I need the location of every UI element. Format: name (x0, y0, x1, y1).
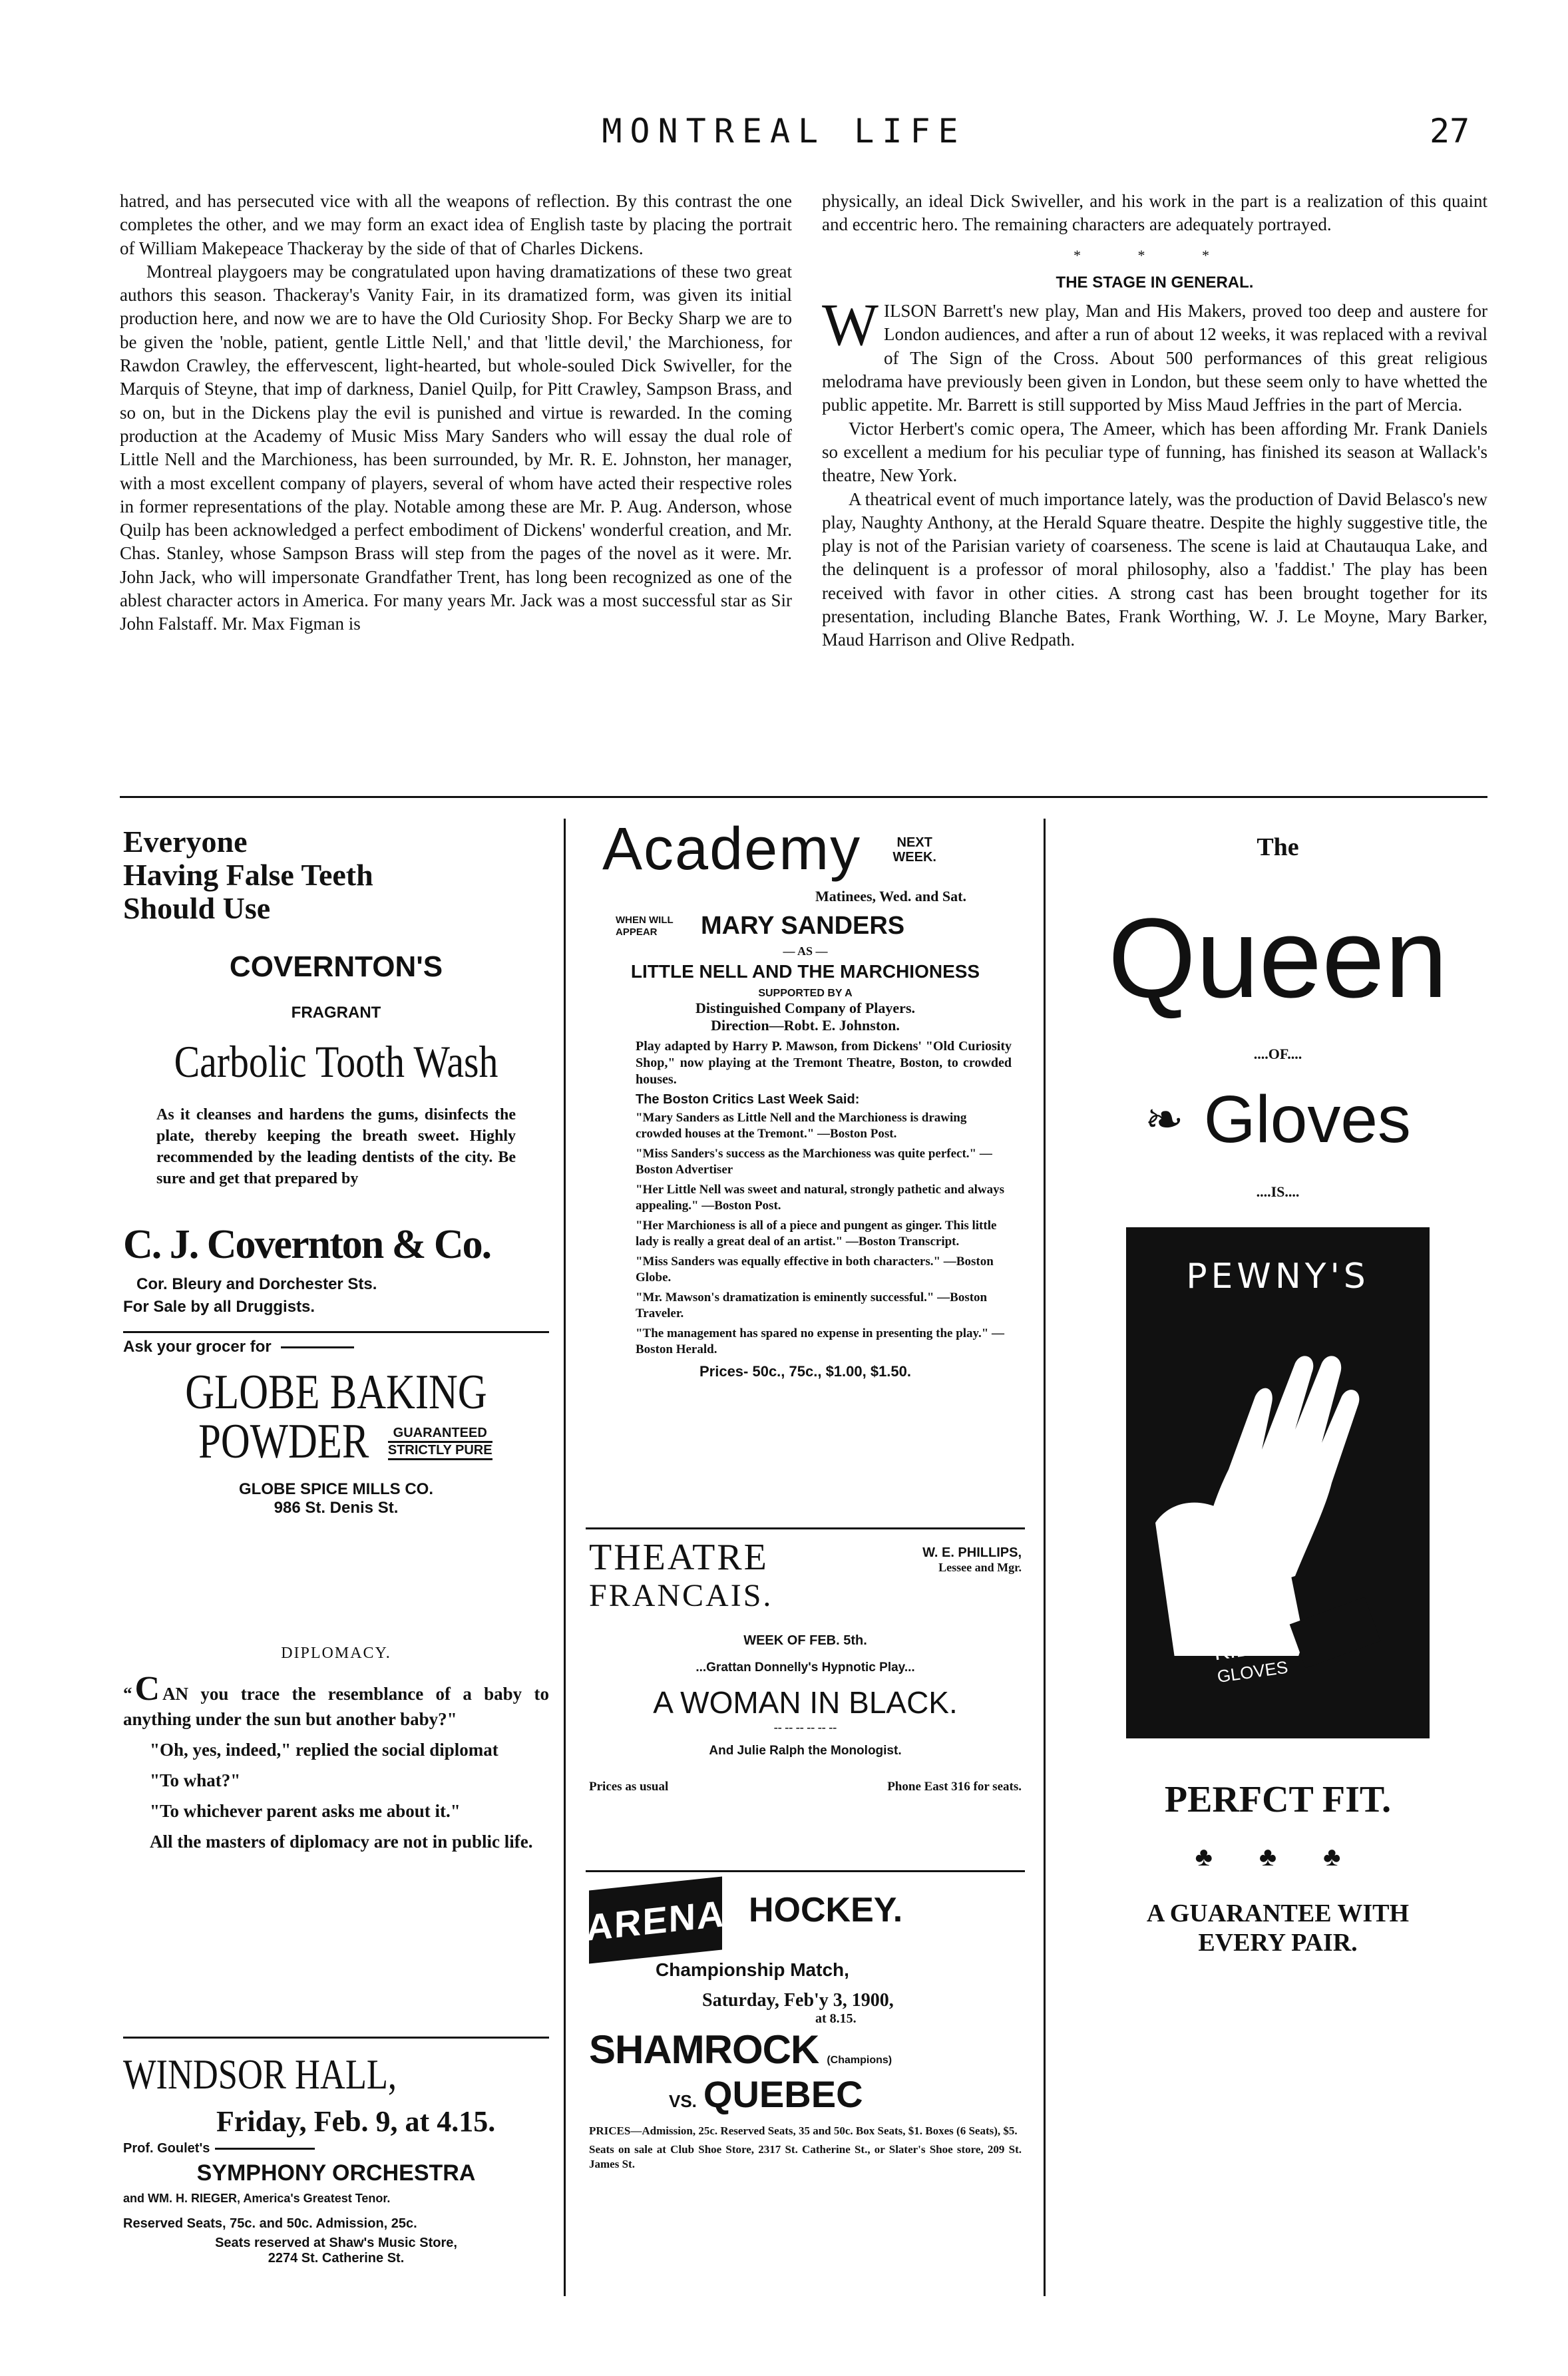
ad-address: Cor. Bleury and Dorchester Sts. (136, 1275, 377, 1293)
ad-company: C. J. Covernton & Co. (123, 1222, 491, 1267)
ad-orchestra: SYMPHONY ORCHESTRA (196, 2160, 476, 2186)
ad-company: GLOBE SPICE MILLS CO. (238, 1480, 434, 1498)
ad-gloves: Gloves (1203, 1082, 1411, 1157)
ad-of: ....OF.... (1253, 1046, 1302, 1062)
article-paragraph: physically, an ideal Dick Swiveller, and his work in the part is a realization of this quaint and eccentric hero. The remaining characters are adequately portrayed. (822, 191, 1487, 235)
ad-title: THEATRE (589, 1537, 769, 1578)
ad-presents: ...Grattan Donnelly's Hypnotic Play... (695, 1661, 915, 1675)
drop-cap: C (134, 1670, 160, 1708)
article-paragraph: WILSON Barrett's new play, Man and His Makers, proved too deep and austere for London audiences, and after a run of about 12 weeks, it was replaced with a revival of The Sign of the Cross. About 500 performances of this great religious melodrama have previously been given in London, but these seem only to have whetted the public appetite. Mr. Barrett is still supported by Miss Maud Jeffries in the part of Mercia. (822, 292, 1487, 415)
glove-label (1213, 1631, 1290, 1688)
ad-seats: Seats reserved at Shaw's Music Store, (215, 2236, 457, 2250)
column-rule (564, 819, 566, 2296)
glove-label-gloves: GLOVES (1215, 1657, 1290, 1687)
ad-lessee: W. E. PHILLIPS, (922, 1545, 1022, 1560)
section-divider-stars: * * * (1074, 246, 1236, 264)
ad-coverntons (123, 825, 549, 1316)
ad-with: And Julie Ralph the Monologist. (709, 1744, 902, 1758)
ad-quote: "Mr. Mawson's dramatization is eminently successful." —Boston Traveler. (636, 1290, 988, 1320)
ad-time: at 8.15. (815, 2011, 857, 2026)
ad-vs: VS. (669, 2091, 697, 2111)
blank-line (281, 1346, 354, 1348)
ad-academy (586, 815, 1025, 1380)
ad-quotes (636, 1110, 1012, 1358)
ad-week: WEEK OF FEB. 5th. (743, 1633, 867, 1648)
arena-logo-text: ARENA (586, 1891, 725, 1949)
horizontal-rule (120, 796, 1487, 798)
ad-lessee: Lessee and Mgr. (938, 1561, 1022, 1574)
ad-address: 986 St. Denis St. (274, 1499, 399, 1517)
ad-presenter: Prof. Goulet's (123, 2141, 210, 2156)
ad-supported: SUPPORTED BY A (758, 988, 853, 999)
ad-title: WINDSOR HALL, (123, 2051, 397, 2098)
ad-quote: "Miss Sanders's success as the Marchioness was quite perfect." —Boston Advertiser (636, 1147, 992, 1177)
anecdote-paragraph: "To whichever parent asks me about it." (150, 1801, 461, 1821)
ad-tenor: and WM. H. RIEGER, America's Greatest Tenor. (123, 2192, 391, 2205)
clover-ornaments: ♣ ♣ ♣ (1195, 1842, 1361, 1872)
ad-next-week: NEXT WEEK. (892, 835, 936, 865)
ad-brand: COVERNTON'S (229, 950, 443, 983)
clover-ornament-icon: ❧ (1145, 1095, 1184, 1146)
ad-sale: For Sale by all Druggists. (123, 1298, 315, 1316)
ad-date: Friday, Feb. 9, at 4.15. (216, 2105, 496, 2138)
ad-date: Saturday, Feb'y 3, 1900, (702, 1990, 894, 2011)
ad-headline: Everyone (123, 825, 248, 859)
ad-quote: "Mary Sanders as Little Nell and the Marchioness is drawing crowded houses at the Tremont." —Boston Post. (636, 1111, 967, 1141)
ad-prices: PRICES—Admission, 25c. Reserved Seats, 35 and 50c. Box Seats, $1. Boxes (6 Seats), $5. (589, 2124, 1018, 2137)
ad-headline: Having False Teeth (123, 858, 373, 892)
ad-play: LITTLE NELL AND THE MARCHIONESS (630, 961, 980, 982)
ad-description: Play adapted by Harry P. Mawson, from Dickens' "Old Curiosity Shop," now playing at the Tremont Theatre, Boston, to crowded houses. (636, 1039, 1012, 1087)
ad-direction: Direction—Robt. E. Johnston. (711, 1017, 900, 1034)
ad-as: — AS — (783, 944, 828, 958)
running-header: MONTREAL LIFE (602, 112, 966, 150)
ad-ask-text: Ask your grocer for (123, 1338, 272, 1356)
ad-critics-heading: The Boston Critics Last Week Said: (636, 1092, 860, 1107)
ad-pure: STRICTLY PURE (388, 1441, 492, 1460)
ad-body: As it cleanses and hardens the gums, disinfects the plate, thereby keeping the breath sweet. Highly recommended by the leading dentists of the city. Be sure and get that prepared by (156, 1106, 516, 1187)
ad-title: POWDER (198, 1414, 369, 1469)
ad-quote: "Her Little Nell was sweet and natural, strongly pathetic and always appealing." —Boston Post. (636, 1183, 1004, 1213)
ad-team: QUEBEC (703, 2073, 863, 2115)
ad-title: GLOBE BAKING (185, 1365, 487, 1420)
ad-seats: 2274 St. Catherine St. (268, 2251, 405, 2266)
section-heading: THE STAGE IN GENERAL. (1056, 273, 1254, 292)
article-paragraph: hatred, and has persecuted vice with all the weapons of reflection. By this contrast the one completes the other, and we may form an exact idea of English taste by placing the portrait of William Makepeace Thackeray by the side of that of Charles Dickens. (120, 191, 792, 258)
ad-matinees: Matinees, Wed. and Sat. (815, 888, 966, 904)
article-left-column (120, 190, 792, 789)
ad-hockey: HOCKEY. (749, 1891, 903, 1929)
ad-quote: "Her Marchioness is all of a piece and pungent as ginger. This little lady is really a great deal of an artist." —Boston Transcript. (636, 1219, 997, 1249)
ad-globe-baking-powder (123, 1338, 549, 1517)
ad-queen: Queen (1107, 895, 1448, 1022)
ad-quote: "The management has spared no expense in presenting the play." —Boston Herald. (636, 1326, 1005, 1356)
brand-banner: PEWNY'S (1186, 1257, 1370, 1296)
ad-dashes: -- -- -- -- -- -- (773, 1720, 837, 1734)
article-paragraph: Victor Herbert's comic opera, The Ameer, which has been affording Mr. Frank Daniels so excellent a medium for his peculiar type of funning, has finished its season at Wallack's theatre, New York. (822, 418, 1487, 486)
anecdote-paragraph: "To what?" (150, 1770, 241, 1790)
ad-seats: Seats on sale at Club Shoe Store, 2317 St. Catherine St., or Slater's Shoe store, 209 St. James St. (589, 2143, 1022, 2170)
ad-guarantee: EVERY PAIR. (1198, 1929, 1358, 1957)
anecdote-title: DIPLOMACY. (281, 1645, 391, 1662)
ad-subtitle: FRAGRANT (291, 1004, 381, 1022)
ad-prices: Reserved Seats, 75c. and 50c. Admission, 25c. (123, 2216, 417, 2231)
anecdote-paragraph: All the masters of diplomacy are not in public life. (150, 1832, 533, 1852)
article-right-column (822, 190, 1487, 789)
ad-prices: Prices as usual (589, 1780, 669, 1794)
anecdote-paragraph: "Oh, yes, indeed," replied the social diplomat (150, 1740, 498, 1760)
ad-product: Carbolic Tooth Wash (174, 1036, 498, 1087)
ad-team: SHAMROCK (589, 2027, 819, 2072)
ad-will-appear: WHEN WILL APPEAR (616, 914, 674, 938)
ad-guarantee: A GUARANTEE WITH (1146, 1899, 1410, 1927)
ad-prices: Prices- 50c., 75c., $1.00, $1.50. (699, 1363, 912, 1380)
ad-quote: "Miss Sanders was equally effective in both characters." —Boston Globe. (636, 1255, 994, 1285)
ad-the: The (1257, 833, 1299, 861)
glove-label-kid: KID (1212, 1635, 1253, 1666)
ad-phone: Phone East 316 for seats. (887, 1780, 1022, 1794)
ad-title: Academy (602, 816, 862, 883)
horizontal-rule (123, 1331, 549, 1333)
ad-company: Distinguished Company of Players. (695, 1000, 916, 1016)
ad-headline: Should Use (123, 891, 271, 925)
ad-star-name: MARY SANDERS (701, 912, 905, 940)
ad-is: ....IS.... (1256, 1183, 1300, 1200)
ad-title: FRANCAIS. (589, 1578, 773, 1613)
ad-champions: (Champions) (827, 2055, 892, 2066)
ad-match: Championship Match, (656, 1959, 849, 1980)
page-number: 27 (1430, 112, 1470, 150)
arena-logo (586, 1876, 725, 1963)
ad-guaranteed: GUARANTEED (393, 1426, 487, 1440)
drop-cap: W (822, 292, 879, 359)
horizontal-rule (586, 1527, 1025, 1529)
ad-windsor-hall (123, 2050, 549, 2266)
horizontal-rule (123, 2037, 549, 2039)
article-paragraph: A theatrical event of much importance lately, was the production of David Belasco's new play, Naughty Anthony, at the Herald Square theatre. Despite the highly suggestive title, the play is not of the Parisian variety of coarseness. The scene is laid at Chautauqua Lake, and the delinquent is a professor of moral philosophy, also a 'faddist.' The play has been received with favor in other cities. A strong cast has been brought together for its presentation, including Blanche Bates, Frank Worthing, W. J. Le Moyne, Mary Barker, Maud Harrison and Olive Redpath. (822, 489, 1487, 650)
ad-arena-hockey (586, 1883, 1022, 2172)
diplomacy-anecdote (123, 1641, 549, 1854)
ad-perfect-fit: PERFCT FIT. (1164, 1779, 1392, 1820)
article-paragraph: Montreal playgoers may be congratulated upon having dramatizations of these two great authors this season. Thackeray's Vanity Fair, in its dramatized form, was given its initial production here, and now we are to have the Old Curiosity Shop. For Becky Sharp we are to be given the 'noble, patient, gentle Little Nell,' and that 'little devil,' the Marchioness, for Rawdon Crawley, the effervescent, light-hearted, but whole-souled Dick Swiveller, for the Marquis of Steyne, that imp of darkness, Daniel Quilp, for Pitt Crawley, Sampson Brass, and so on, but in the Dickens play the evil is punished and virtue is rewarded. In the coming production at the Academy of Music Miss Mary Sanders who will essay the dual role of Little Nell and the Marchioness, has been surrounded, by Mr. R. E. Johnston, her manager, with a most excellent company of players, several of whom have acted their respective roles in former representations of the play. Notable among these are Mr. P. Aug. Anderson, whose Quilp has been acknowledged a perfect embodiment of Dickens' wonderful creation, and Mr. Chas. Stanley, whose Sampson Brass will step from the pages of the novel as it were. Mr. John Jack, who will impersonate Grandfather Trent, has long been recognized as one of the ablest character actors in America. For many years Mr. Jack was a most successful star as Sir John Falstaff. Mr. Max Figman is (120, 261, 792, 634)
column-rule (1044, 819, 1046, 2296)
horizontal-rule (586, 1870, 1025, 1872)
ad-pewnys-gloves (1058, 815, 1497, 1957)
gloves-illustration (1126, 1227, 1430, 1738)
ad-play: A WOMAN IN BLACK. (653, 1685, 958, 1720)
anecdote-paragraph: “C AN you trace the resemblance of a baby to anything under the sun but another baby?" (123, 1670, 549, 1729)
ad-theatre-francais (589, 1537, 1022, 1794)
